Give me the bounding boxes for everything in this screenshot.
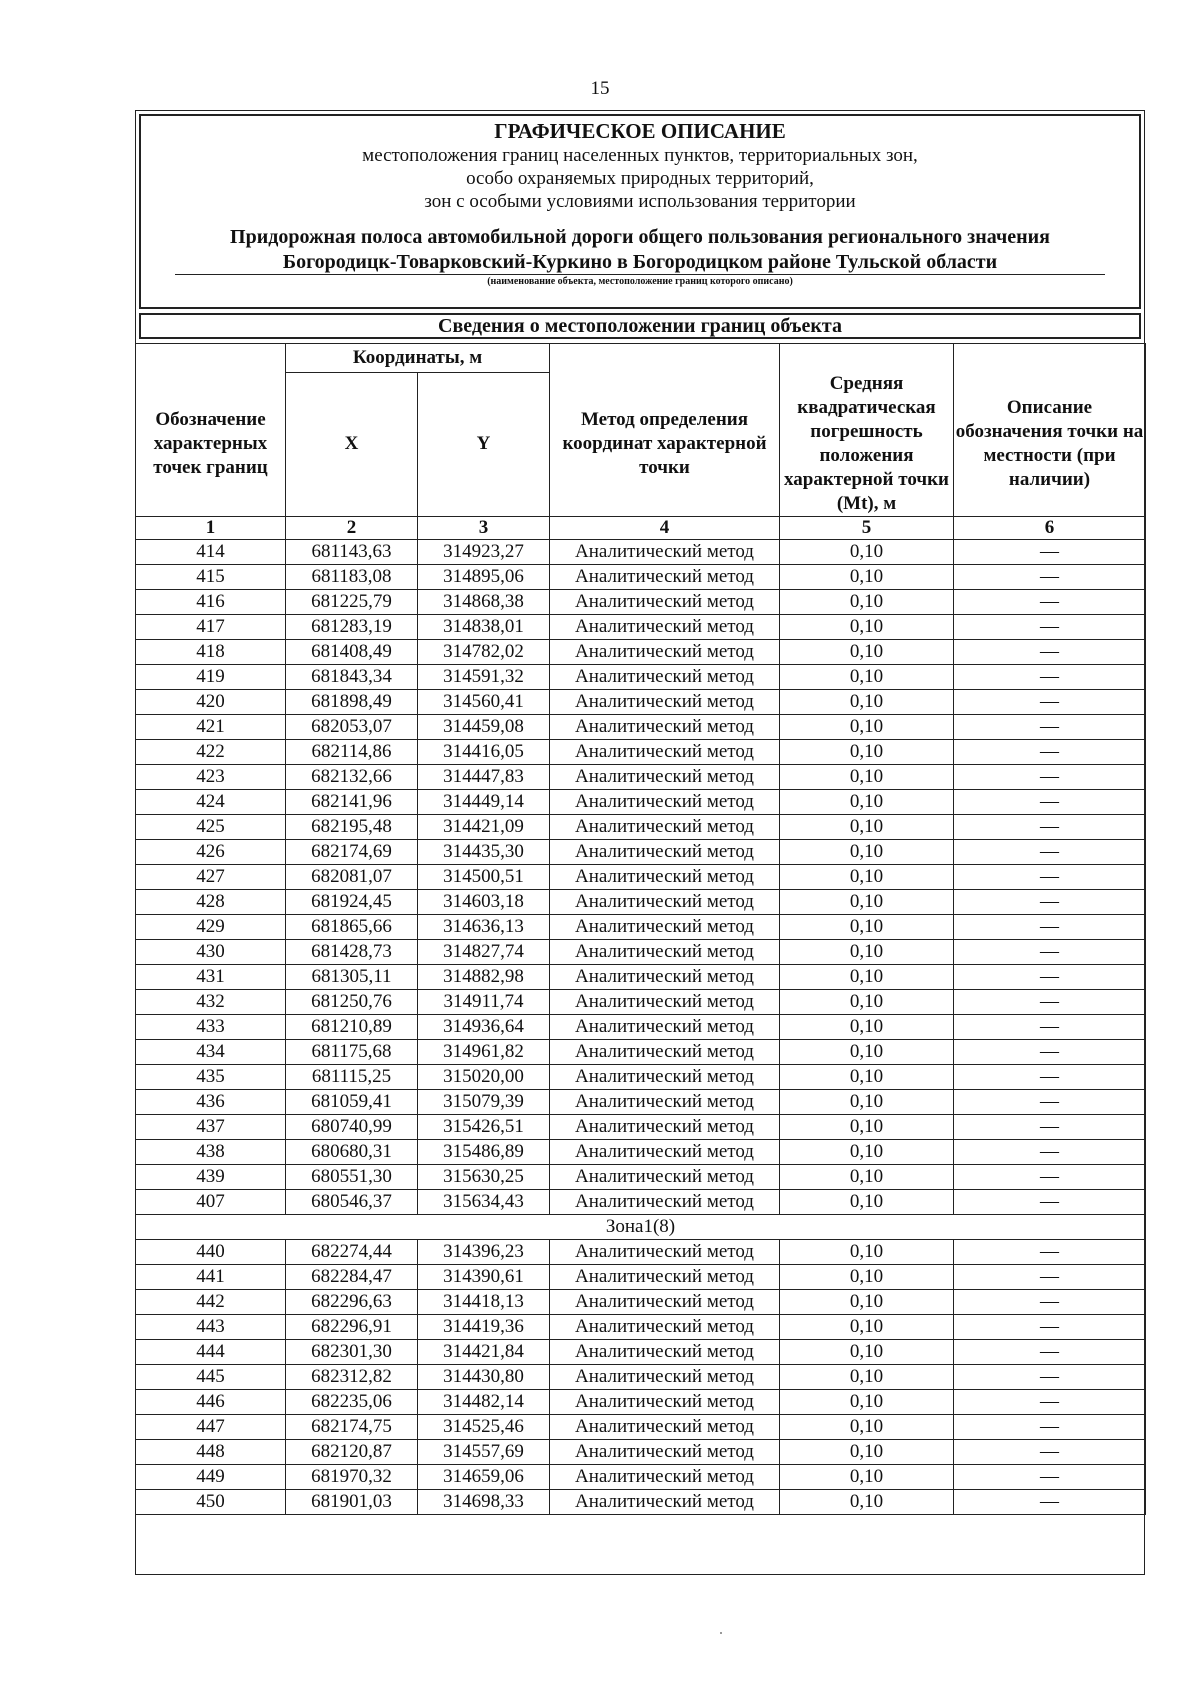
- table-cell-d: —: [954, 1340, 1146, 1365]
- table-cell-p: 437: [136, 1115, 286, 1140]
- table-cell-d: —: [954, 865, 1146, 890]
- table-row: [136, 890, 1146, 915]
- table-cell-d: —: [954, 690, 1146, 715]
- table-cell-e: 0,10: [780, 1290, 954, 1315]
- table-cell-p: 414: [136, 540, 286, 565]
- table-cell-e: 0,10: [780, 690, 954, 715]
- table-cell-x: 681210,89: [286, 1015, 418, 1040]
- table-cell-x: 682284,47: [286, 1265, 418, 1290]
- table-cell-y: 314459,08: [418, 715, 550, 740]
- table-cell-x: 680680,31: [286, 1140, 418, 1165]
- table-cell-e: 0,10: [780, 840, 954, 865]
- table-row: [136, 1140, 1146, 1165]
- table-cell-p: 429: [136, 915, 286, 940]
- table-cell-d: —: [954, 1390, 1146, 1415]
- table-cell-x: 681924,45: [286, 890, 418, 915]
- table-cell-x: 682053,07: [286, 715, 418, 740]
- subtitle-line-1: местоположения границ населенных пунктов, территориальных зон,: [362, 145, 918, 166]
- table-cell-x: 680551,30: [286, 1165, 418, 1190]
- table-cell-x: 682296,63: [286, 1290, 418, 1315]
- table-cell-y: 314560,41: [418, 690, 550, 715]
- table-cell-d: —: [954, 640, 1146, 665]
- table-row: [136, 865, 1146, 890]
- table-row: [136, 1090, 1146, 1115]
- zone-row: [136, 1215, 1146, 1240]
- coordinates-group-header: Координаты, м: [286, 344, 550, 373]
- table-cell-y: 314525,46: [418, 1415, 550, 1440]
- table-cell-m: Аналитический метод: [550, 890, 780, 915]
- table-cell-e: 0,10: [780, 915, 954, 940]
- table-cell-m: Аналитический метод: [550, 1090, 780, 1115]
- table-cell-d: —: [954, 815, 1146, 840]
- table-cell-e: 0,10: [780, 1415, 954, 1440]
- table-cell-e: 0,10: [780, 565, 954, 590]
- table-cell-p: 442: [136, 1290, 286, 1315]
- table-cell-e: 0,10: [780, 940, 954, 965]
- table-cell-e: 0,10: [780, 1315, 954, 1340]
- table-row: [136, 915, 1146, 940]
- column-number: 4: [550, 517, 780, 540]
- table-cell-p: 444: [136, 1340, 286, 1365]
- table-cell-x: 682174,75: [286, 1415, 418, 1440]
- table-cell-m: Аналитический метод: [550, 1015, 780, 1040]
- table-cell-x: 681225,79: [286, 590, 418, 615]
- table-row: [136, 1290, 1146, 1315]
- table-cell-e: 0,10: [780, 1465, 954, 1490]
- table-cell-x: 681428,73: [286, 940, 418, 965]
- table-cell-e: 0,10: [780, 765, 954, 790]
- table-cell-e: 0,10: [780, 890, 954, 915]
- table-row: [136, 1115, 1146, 1140]
- table-cell-e: 0,10: [780, 1265, 954, 1290]
- table-cell-m: Аналитический метод: [550, 1065, 780, 1090]
- table-cell-d: —: [954, 790, 1146, 815]
- table-cell-y: 314557,69: [418, 1440, 550, 1465]
- table-cell-m: Аналитический метод: [550, 1315, 780, 1340]
- table-cell-p: 415: [136, 565, 286, 590]
- table-cell-x: 681143,63: [286, 540, 418, 565]
- table-row: [136, 1190, 1146, 1215]
- table-cell-m: Аналитический метод: [550, 740, 780, 765]
- table-cell-m: Аналитический метод: [550, 1165, 780, 1190]
- table-cell-p: 419: [136, 665, 286, 690]
- table-cell-d: —: [954, 1040, 1146, 1065]
- table-cell-x: 682114,86: [286, 740, 418, 765]
- table-cell-y: 314421,84: [418, 1340, 550, 1365]
- document-header: [139, 114, 1141, 309]
- table-cell-e: 0,10: [780, 1440, 954, 1465]
- object-name-line-1: Придорожная полоса автомобильной дороги общего пользования регионального значения: [230, 226, 1050, 248]
- table-cell-d: —: [954, 1015, 1146, 1040]
- table-cell-y: 314430,80: [418, 1365, 550, 1390]
- table-cell-y: 314416,05: [418, 740, 550, 765]
- table-cell-e: 0,10: [780, 1490, 954, 1515]
- table-cell-d: —: [954, 540, 1146, 565]
- table-cell-p: 433: [136, 1015, 286, 1040]
- table-cell-e: 0,10: [780, 1190, 954, 1215]
- table-cell-m: Аналитический метод: [550, 640, 780, 665]
- table-cell-m: Аналитический метод: [550, 1240, 780, 1265]
- table-cell-m: Аналитический метод: [550, 1490, 780, 1515]
- table-cell-m: Аналитический метод: [550, 815, 780, 840]
- table-cell-d: —: [954, 1415, 1146, 1440]
- table-cell-d: —: [954, 1065, 1146, 1090]
- table-row: [136, 615, 1146, 640]
- table-cell-p: 424: [136, 790, 286, 815]
- table-cell-m: Аналитический метод: [550, 1440, 780, 1465]
- table-cell-y: 314923,27: [418, 540, 550, 565]
- table-cell-p: 446: [136, 1390, 286, 1415]
- table-cell-p: 447: [136, 1415, 286, 1440]
- table-row: [136, 790, 1146, 815]
- table-row: [136, 840, 1146, 865]
- table-cell-y: 314827,74: [418, 940, 550, 965]
- table-row: [136, 1490, 1146, 1515]
- table-cell-d: —: [954, 615, 1146, 640]
- table-cell-y: 314603,18: [418, 890, 550, 915]
- table-cell-y: 314659,06: [418, 1465, 550, 1490]
- table-row: [136, 1440, 1146, 1465]
- page-number: 15: [590, 78, 610, 99]
- table-cell-m: Аналитический метод: [550, 1390, 780, 1415]
- table-cell-p: 416: [136, 590, 286, 615]
- table-cell-e: 0,10: [780, 1390, 954, 1415]
- table-cell-d: —: [954, 990, 1146, 1015]
- subtitle-line-3: зон с особыми условиями использования территории: [424, 191, 856, 212]
- table-cell-e: 0,10: [780, 1040, 954, 1065]
- table-row: [136, 1390, 1146, 1415]
- table-cell-p: 427: [136, 865, 286, 890]
- table-cell-m: Аналитический метод: [550, 1115, 780, 1140]
- table-cell-y: 314868,38: [418, 590, 550, 615]
- table-cell-m: Аналитический метод: [550, 965, 780, 990]
- coordinates-table: [135, 343, 1146, 1515]
- table-cell-p: 423: [136, 765, 286, 790]
- column-number: 5: [780, 517, 954, 540]
- table-cell-p: 422: [136, 740, 286, 765]
- table-cell-p: 428: [136, 890, 286, 915]
- table-cell-e: 0,10: [780, 1090, 954, 1115]
- table-cell-e: 0,10: [780, 640, 954, 665]
- table-cell-y: 314911,74: [418, 990, 550, 1015]
- table-cell-d: —: [954, 1115, 1146, 1140]
- table-cell-m: Аналитический метод: [550, 1290, 780, 1315]
- table-cell-m: Аналитический метод: [550, 940, 780, 965]
- table-row: [136, 715, 1146, 740]
- table-cell-x: 682081,07: [286, 865, 418, 890]
- table-cell-p: 421: [136, 715, 286, 740]
- table-cell-p: 435: [136, 1065, 286, 1090]
- table-cell-y: 314636,13: [418, 915, 550, 940]
- table-cell-m: Аналитический метод: [550, 1340, 780, 1365]
- table-row: [136, 965, 1146, 990]
- table-cell-x: 681059,41: [286, 1090, 418, 1115]
- table-cell-y: 315079,39: [418, 1090, 550, 1115]
- table-cell-m: Аналитический метод: [550, 1190, 780, 1215]
- table-cell-d: —: [954, 1365, 1146, 1390]
- table-cell-e: 0,10: [780, 965, 954, 990]
- table-cell-y: 314419,36: [418, 1315, 550, 1340]
- header-x: X: [286, 372, 418, 517]
- table-cell-p: 443: [136, 1315, 286, 1340]
- table-cell-e: 0,10: [780, 665, 954, 690]
- table-cell-y: 314418,13: [418, 1290, 550, 1315]
- table-cell-m: Аналитический метод: [550, 765, 780, 790]
- table-cell-p: 425: [136, 815, 286, 840]
- table-cell-y: 314838,01: [418, 615, 550, 640]
- table-cell-e: 0,10: [780, 815, 954, 840]
- table-cell-m: Аналитический метод: [550, 790, 780, 815]
- table-row: [136, 665, 1146, 690]
- table-cell-e: 0,10: [780, 740, 954, 765]
- table-cell-d: —: [954, 890, 1146, 915]
- table-cell-d: —: [954, 590, 1146, 615]
- table-cell-m: Аналитический метод: [550, 1415, 780, 1440]
- table-cell-x: 681970,32: [286, 1465, 418, 1490]
- table-cell-y: 315486,89: [418, 1140, 550, 1165]
- header-description: Описание обозначения точки на местности (при наличии): [954, 372, 1146, 517]
- table-cell-x: 682274,44: [286, 1240, 418, 1265]
- table-row: [136, 590, 1146, 615]
- header-error: Средняя квадратическая погрешность положения характерной точки (Mt), м: [780, 372, 954, 517]
- table-cell-p: 430: [136, 940, 286, 965]
- object-caption: (наименование объекта, местоположение границ которого описано): [487, 276, 793, 287]
- table-cell-y: 314698,33: [418, 1490, 550, 1515]
- table-cell-d: —: [954, 1265, 1146, 1290]
- table-cell-m: Аналитический метод: [550, 615, 780, 640]
- table-cell-m: Аналитический метод: [550, 715, 780, 740]
- table-cell-y: 314961,82: [418, 1040, 550, 1065]
- table-row: [136, 1015, 1146, 1040]
- table-cell-x: 681305,11: [286, 965, 418, 990]
- scan-speck: [720, 1632, 722, 1634]
- table-cell-x: 681283,19: [286, 615, 418, 640]
- table-cell-m: Аналитический метод: [550, 1040, 780, 1065]
- column-number: 6: [954, 517, 1146, 540]
- subtitle-line-2: особо охраняемых природных территорий,: [466, 168, 814, 189]
- table-cell-d: —: [954, 1165, 1146, 1190]
- table-cell-x: 682141,96: [286, 790, 418, 815]
- table-cell-d: —: [954, 1290, 1146, 1315]
- table-cell-y: 314591,32: [418, 665, 550, 690]
- table-cell-y: 314421,09: [418, 815, 550, 840]
- table-cell-d: —: [954, 1190, 1146, 1215]
- table-cell-m: Аналитический метод: [550, 915, 780, 940]
- table-cell-p: 436: [136, 1090, 286, 1115]
- table-cell-x: 681865,66: [286, 915, 418, 940]
- table-cell-p: 417: [136, 615, 286, 640]
- table-cell-x: 682312,82: [286, 1365, 418, 1390]
- table-cell-d: —: [954, 915, 1146, 940]
- table-cell-e: 0,10: [780, 1115, 954, 1140]
- table-cell-p: 448: [136, 1440, 286, 1465]
- table-cell-y: 314882,98: [418, 965, 550, 990]
- table-cell-d: —: [954, 765, 1146, 790]
- table-cell-d: —: [954, 715, 1146, 740]
- column-number: 2: [286, 517, 418, 540]
- table-cell-p: 445: [136, 1365, 286, 1390]
- table-row: [136, 990, 1146, 1015]
- table-cell-y: 314936,64: [418, 1015, 550, 1040]
- table-cell-e: 0,10: [780, 865, 954, 890]
- table-cell-d: —: [954, 1240, 1146, 1265]
- table-cell-x: 682195,48: [286, 815, 418, 840]
- table-cell-d: —: [954, 965, 1146, 990]
- table-cell-y: 314482,14: [418, 1390, 550, 1415]
- table-cell-p: 431: [136, 965, 286, 990]
- table-cell-m: Аналитический метод: [550, 665, 780, 690]
- table-cell-y: 314782,02: [418, 640, 550, 665]
- table-cell-x: 681408,49: [286, 640, 418, 665]
- table-cell-m: Аналитический метод: [550, 1465, 780, 1490]
- table-cell-e: 0,10: [780, 615, 954, 640]
- table-cell-p: 441: [136, 1265, 286, 1290]
- table-row: [136, 1165, 1146, 1190]
- table-cell-m: Аналитический метод: [550, 590, 780, 615]
- table-cell-x: 680740,99: [286, 1115, 418, 1140]
- table-cell-m: Аналитический метод: [550, 1265, 780, 1290]
- table-cell-d: —: [954, 740, 1146, 765]
- table-cell-p: 432: [136, 990, 286, 1015]
- table-row: [136, 1315, 1146, 1340]
- table-row: [136, 815, 1146, 840]
- table-cell-x: 681183,08: [286, 565, 418, 590]
- table-row: [136, 1240, 1146, 1265]
- table-cell-d: —: [954, 1490, 1146, 1515]
- table-cell-e: 0,10: [780, 1140, 954, 1165]
- table-cell-p: 449: [136, 1465, 286, 1490]
- table-cell-y: 314895,06: [418, 565, 550, 590]
- table-cell-y: 315020,00: [418, 1065, 550, 1090]
- table-cell-x: 681250,76: [286, 990, 418, 1015]
- table-cell-m: Аналитический метод: [550, 565, 780, 590]
- table-cell-m: Аналитический метод: [550, 540, 780, 565]
- table-row: [136, 1340, 1146, 1365]
- table-row: [136, 765, 1146, 790]
- table-cell-e: 0,10: [780, 1065, 954, 1090]
- table-cell-y: 315426,51: [418, 1115, 550, 1140]
- table-cell-p: 407: [136, 1190, 286, 1215]
- table-cell-x: 681175,68: [286, 1040, 418, 1065]
- table-row: [136, 1465, 1146, 1490]
- table-cell-d: —: [954, 1090, 1146, 1115]
- table-cell-p: 418: [136, 640, 286, 665]
- table-cell-x: 680546,37: [286, 1190, 418, 1215]
- table-cell-x: 682296,91: [286, 1315, 418, 1340]
- table-row: [136, 565, 1146, 590]
- table-row: [136, 740, 1146, 765]
- table-cell-e: 0,10: [780, 1340, 954, 1365]
- table-row: [136, 1065, 1146, 1090]
- table-row: [136, 690, 1146, 715]
- table-cell-d: —: [954, 1140, 1146, 1165]
- table-cell-e: 0,10: [780, 1165, 954, 1190]
- column-number: 1: [136, 517, 286, 540]
- table-cell-x: 681115,25: [286, 1065, 418, 1090]
- table-cell-p: 439: [136, 1165, 286, 1190]
- table-cell-y: 315630,25: [418, 1165, 550, 1190]
- header-y: Y: [418, 372, 550, 517]
- table-cell-d: —: [954, 940, 1146, 965]
- table-cell-p: 426: [136, 840, 286, 865]
- table-cell-y: 314435,30: [418, 840, 550, 865]
- table-row: [136, 1265, 1146, 1290]
- table-cell-x: 682132,66: [286, 765, 418, 790]
- table-cell-m: Аналитический метод: [550, 990, 780, 1015]
- table-cell-y: 314449,14: [418, 790, 550, 815]
- table-cell-p: 434: [136, 1040, 286, 1065]
- table-cell-p: 440: [136, 1240, 286, 1265]
- table-cell-e: 0,10: [780, 990, 954, 1015]
- table-cell-p: 450: [136, 1490, 286, 1515]
- table-cell-d: —: [954, 1440, 1146, 1465]
- table-cell-y: 314500,51: [418, 865, 550, 890]
- table-cell-m: Аналитический метод: [550, 1365, 780, 1390]
- table-cell-x: 682120,87: [286, 1440, 418, 1465]
- table-body: [136, 540, 1146, 1515]
- zone-label: Зона1(8): [136, 1215, 1146, 1240]
- table-cell-e: 0,10: [780, 1365, 954, 1390]
- table-cell-e: 0,10: [780, 715, 954, 740]
- object-name-line-2: Богородицк-Товарковский-Куркино в Богородицком районе Тульской области: [282, 251, 998, 273]
- table-cell-x: 681843,34: [286, 665, 418, 690]
- table-row: [136, 640, 1146, 665]
- table-cell-e: 0,10: [780, 590, 954, 615]
- table-row: [136, 1365, 1146, 1390]
- table-cell-e: 0,10: [780, 1240, 954, 1265]
- table-cell-d: —: [954, 565, 1146, 590]
- table-cell-d: —: [954, 1465, 1146, 1490]
- table-cell-x: 681901,03: [286, 1490, 418, 1515]
- header-point: Обозначение характерных точек границ: [136, 372, 286, 517]
- table-cell-e: 0,10: [780, 1015, 954, 1040]
- column-number: 3: [418, 517, 550, 540]
- document-title: ГРАФИЧЕСКОЕ ОПИСАНИЕ: [494, 119, 786, 143]
- table-cell-y: 314447,83: [418, 765, 550, 790]
- table-cell-m: Аналитический метод: [550, 690, 780, 715]
- table-cell-d: —: [954, 1315, 1146, 1340]
- table-cell-e: 0,10: [780, 540, 954, 565]
- table-cell-m: Аналитический метод: [550, 865, 780, 890]
- section-title: Сведения о местоположении границ объекта: [139, 313, 1141, 339]
- table-cell-m: Аналитический метод: [550, 1140, 780, 1165]
- table-cell-x: 682301,30: [286, 1340, 418, 1365]
- table-cell-y: 314396,23: [418, 1240, 550, 1265]
- table-cell-p: 438: [136, 1140, 286, 1165]
- table-cell-m: Аналитический метод: [550, 840, 780, 865]
- table-row: [136, 940, 1146, 965]
- table-cell-x: 682174,69: [286, 840, 418, 865]
- table-row: [136, 1040, 1146, 1065]
- header-method: Метод определения координат характерной точки: [550, 372, 780, 517]
- table-row: [136, 1415, 1146, 1440]
- table-cell-y: 315634,43: [418, 1190, 550, 1215]
- table-cell-y: 314390,61: [418, 1265, 550, 1290]
- table-cell-p: 420: [136, 690, 286, 715]
- table-cell-d: —: [954, 840, 1146, 865]
- table-cell-x: 682235,06: [286, 1390, 418, 1415]
- table-cell-d: —: [954, 665, 1146, 690]
- table-cell-x: 681898,49: [286, 690, 418, 715]
- table-cell-e: 0,10: [780, 790, 954, 815]
- table-row: [136, 540, 1146, 565]
